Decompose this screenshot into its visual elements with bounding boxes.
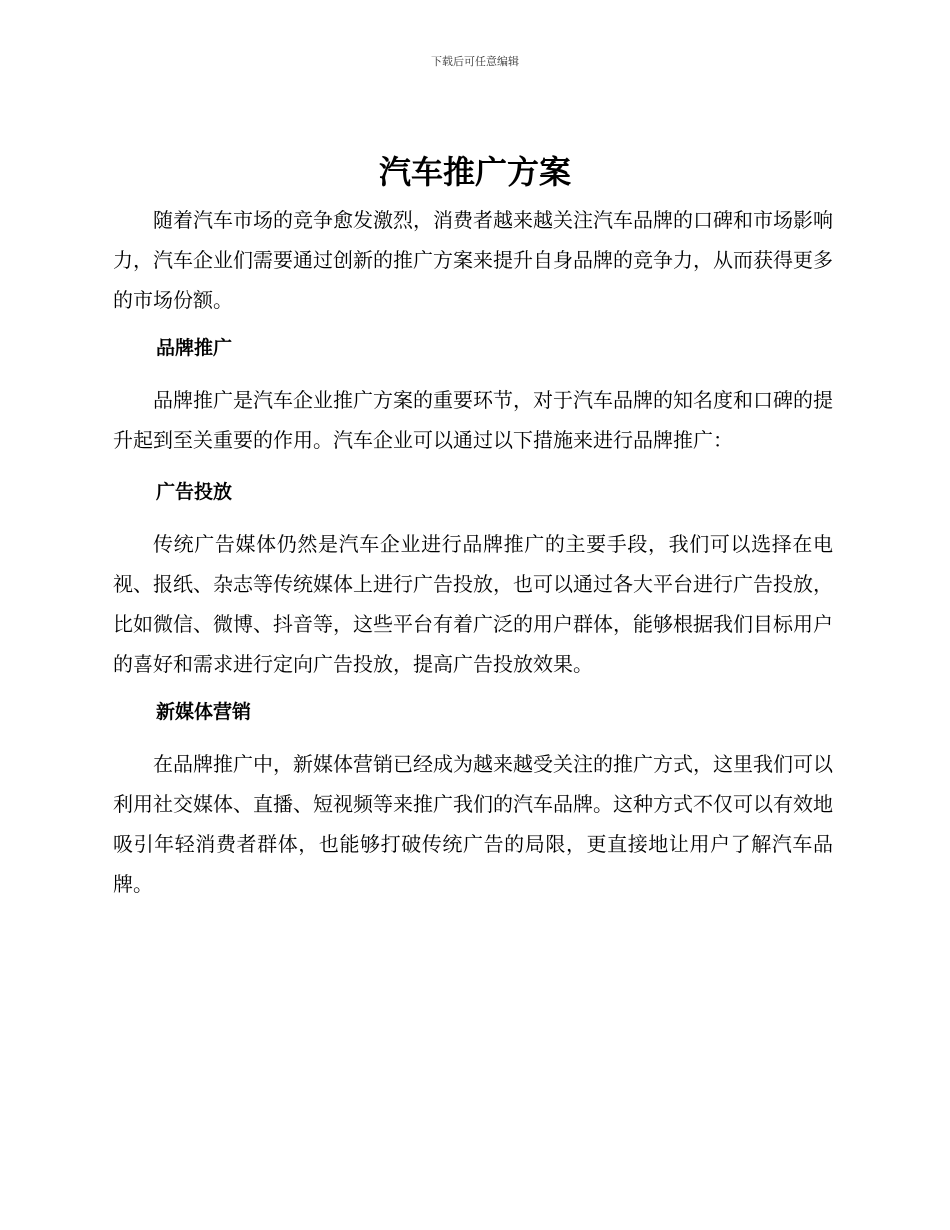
document-title: 汽车推广方案 [378,153,571,191]
document-body [113,200,833,904]
section-paragraph-advertising: 传统广告媒体仍然是汽车企业进行品牌推广的主要手段，我们可以选择在电视、报纸、杂志等传统媒体上进行广告投放，也可以通过各大平台进行广告投放，比如微信、微博、抖音等，这些平台有着广泛的用户群体，能够根据我们目标用户的喜好和需求进行定向广告投放，提高广告投放效果。 [113,532,833,676]
header-note: 下载后可任意编辑 [431,55,519,68]
spacer [113,512,833,524]
spacer [113,320,833,328]
spacer [113,460,833,472]
section-paragraph-new-media: 在品牌推广中，新媒体营销已经成为越来越受关注的推广方式，这里我们可以利用社交媒体、直播、短视频等来推广我们的汽车品牌。这种方式不仅可以有效地吸引年轻消费者群体，也能够打破传统广告的局限，更直接地让用户了解汽车品牌。 [113,752,833,896]
spacer [113,368,833,380]
section-paragraph-brand-promotion: 品牌推广是汽车企业推广方案的重要环节，对于汽车品牌的知名度和口碑的提升起到至关重要的作用。汽车企业可以通过以下措施来进行品牌推广： [113,388,833,452]
intro-paragraph: 随着汽车市场的竞争愈发激烈，消费者越来越关注汽车品牌的口碑和市场影响力，汽车企业们需要通过创新的推广方案来提升自身品牌的竞争力，从而获得更多的市场份额。 [113,208,833,312]
section-heading-advertising: 广告投放 [156,481,233,503]
section-heading-brand-promotion: 品牌推广 [156,337,233,359]
spacer [113,732,833,744]
spacer [113,684,833,692]
section-heading-new-media: 新媒体营销 [156,701,252,723]
